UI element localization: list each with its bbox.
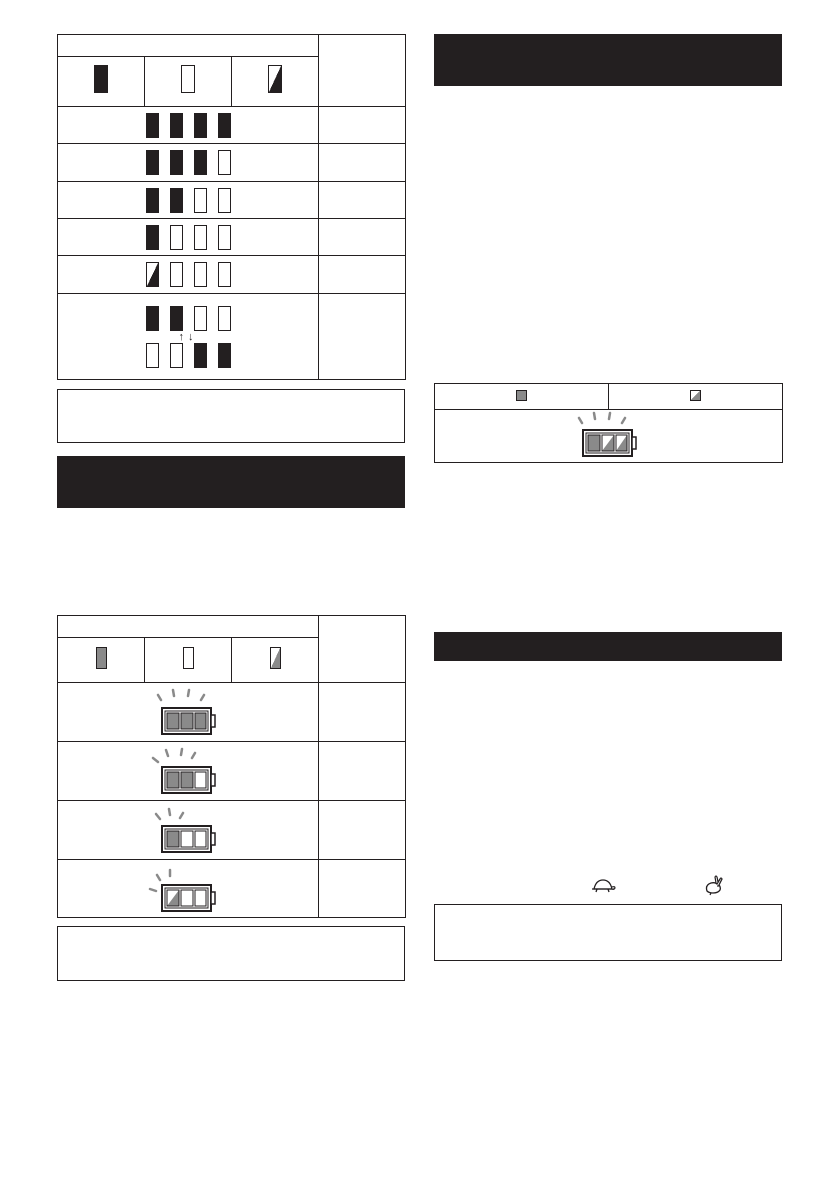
rabbit-icon xyxy=(702,874,724,896)
led-off-icon xyxy=(218,150,231,175)
battery-row-3 xyxy=(58,801,319,860)
led-row-2-value xyxy=(319,144,406,182)
battery-row-2 xyxy=(58,742,319,801)
legend-lit-cell xyxy=(435,384,609,410)
legend-blink-cell xyxy=(609,384,783,410)
led-off-icon xyxy=(170,262,183,287)
led-on-icon xyxy=(146,225,159,250)
legend-blinking-cell xyxy=(232,57,319,107)
battery-table-remaining-header xyxy=(319,616,406,683)
led-off-icon xyxy=(194,306,207,331)
led-row-3 xyxy=(58,182,319,219)
led-off-icon xyxy=(146,343,159,368)
battery-row-1-value xyxy=(319,683,406,742)
note-box-3 xyxy=(434,904,782,961)
led-off-icon xyxy=(218,225,231,250)
led-indicator-table xyxy=(57,34,406,380)
led-row-5 xyxy=(58,256,319,294)
led-row-1-value xyxy=(319,107,406,144)
led-row-6 xyxy=(58,294,319,380)
battery-indicator-table xyxy=(57,615,406,918)
battery-row-4 xyxy=(58,860,319,918)
battery-gauge-icon xyxy=(569,411,649,461)
led-row-4 xyxy=(58,219,319,256)
led-on-icon xyxy=(194,343,207,368)
battery-row-3-value xyxy=(319,801,406,860)
led-on-icon xyxy=(146,306,159,331)
led-row-4-value xyxy=(319,219,406,256)
section-heading-bar-left xyxy=(57,456,405,508)
section-heading-bar-lower-right xyxy=(434,632,782,661)
note-box-2 xyxy=(57,926,405,981)
battery-table-header xyxy=(58,616,319,638)
battery-row-1 xyxy=(58,683,319,742)
alternating-arrows-icon: ↑↓ xyxy=(178,330,198,343)
led-table-header xyxy=(58,35,319,57)
led-on-icon xyxy=(146,113,159,138)
turtle-icon xyxy=(590,877,616,895)
led-off-icon xyxy=(218,188,231,213)
led-row-6-value xyxy=(319,294,406,380)
section-heading-bar-top-right xyxy=(434,34,782,86)
led-off-icon xyxy=(194,262,207,287)
battery-row-4-value xyxy=(319,860,406,918)
segment-lit-icon xyxy=(516,390,527,401)
led-off-icon xyxy=(194,188,207,213)
led-on-icon xyxy=(218,113,231,138)
led-off-icon xyxy=(194,225,207,250)
legend-lit-cell xyxy=(58,638,145,683)
battery-status-table xyxy=(434,383,783,463)
legend-on-cell xyxy=(58,57,145,107)
battery-gauge-icon xyxy=(148,686,228,738)
legend-blink-cell xyxy=(232,638,319,683)
led-on-icon xyxy=(146,150,159,175)
led-row-5-value xyxy=(319,256,406,294)
led-on-icon xyxy=(170,188,183,213)
segment-blinking-icon xyxy=(690,390,701,401)
segment-blinking-icon xyxy=(270,647,281,669)
led-row-1 xyxy=(58,107,319,144)
led-on-icon xyxy=(170,113,183,138)
led-on-icon xyxy=(170,306,183,331)
led-off-icon xyxy=(218,306,231,331)
led-on-icon xyxy=(194,113,207,138)
battery-row-2-value xyxy=(319,742,406,801)
led-on-icon xyxy=(218,343,231,368)
note-box-1 xyxy=(57,389,405,443)
led-blinking-icon xyxy=(146,262,159,287)
segment-lit-icon xyxy=(96,647,107,669)
led-blinking-icon xyxy=(268,65,282,93)
led-off-icon xyxy=(181,65,195,93)
legend-off-cell xyxy=(145,638,232,683)
led-off-icon xyxy=(218,262,231,287)
led-row-3-value xyxy=(319,182,406,219)
led-on-icon xyxy=(146,188,159,213)
led-on-icon xyxy=(94,65,108,93)
led-table-remaining-header xyxy=(319,35,406,107)
segment-off-icon xyxy=(183,647,194,669)
battery-gauge-icon xyxy=(148,804,228,856)
led-on-icon xyxy=(194,150,207,175)
led-row-2 xyxy=(58,144,319,182)
legend-off-cell xyxy=(145,57,232,107)
led-on-icon xyxy=(170,150,183,175)
battery-gauge-icon xyxy=(148,863,228,915)
battery-gauge-icon xyxy=(148,745,228,797)
battery-status-row xyxy=(435,410,783,463)
led-off-icon xyxy=(170,343,183,368)
led-off-icon xyxy=(170,225,183,250)
